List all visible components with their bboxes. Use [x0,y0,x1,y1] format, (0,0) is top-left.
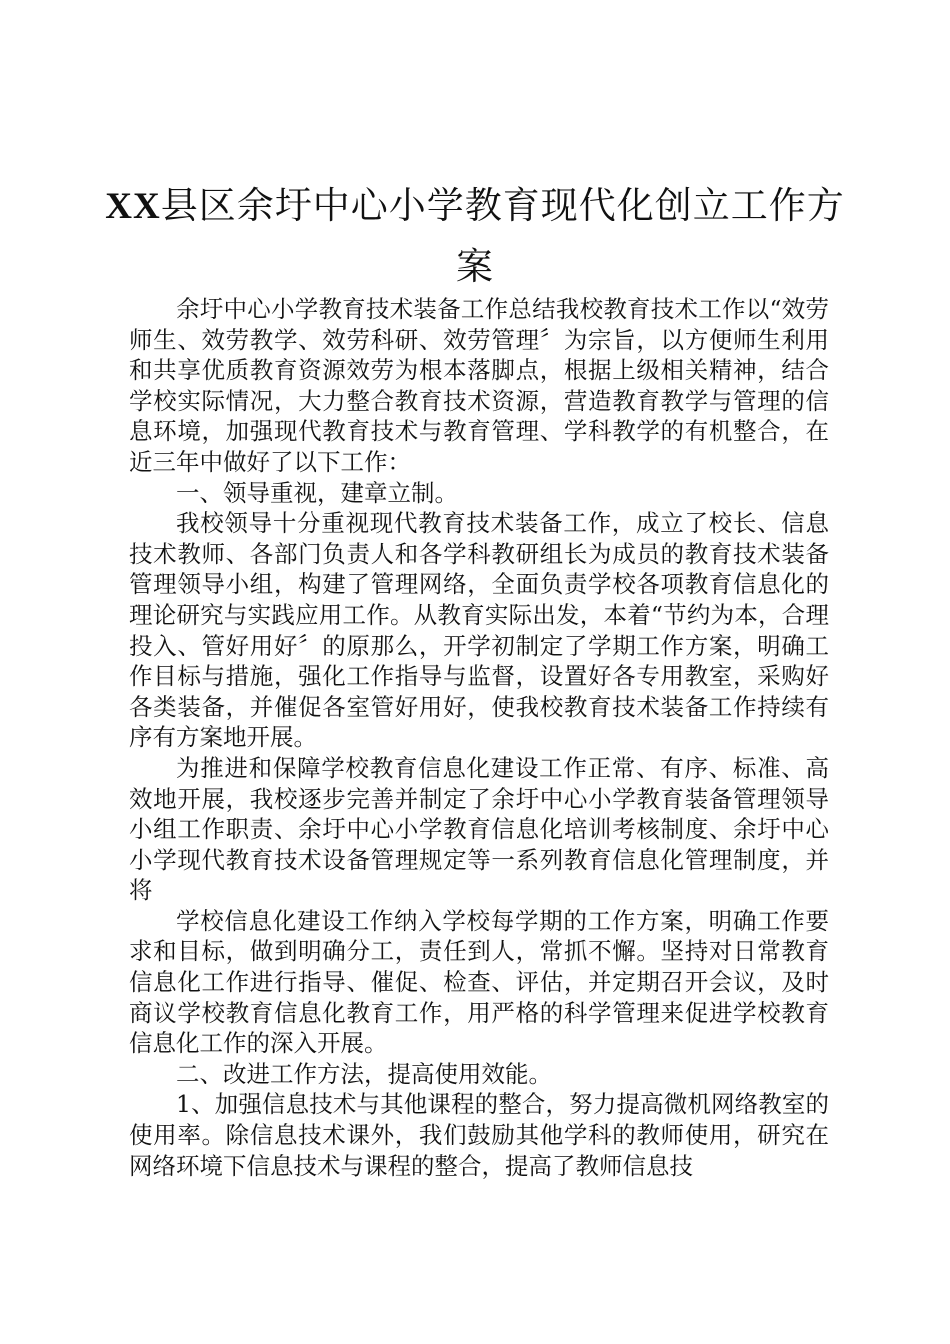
title-line-2: 案 [456,245,494,288]
paragraph: 我校领导十分重视现代教育技术装备工作，成立了校长、信息技术教师、各部门负责人和各学科教研组长为成员的教育技术装备管理领导小组，构建了管理网络，全面负责学校各项教育信息化的理论研究与实践应用工作。从教育实际出发，本着“节约为本，合理投入、管好用好〞的原那么，开学初制定了学期工作方案，明确工作目标与措施，强化工作指导与监督，设置好各专用教室，采购好各类装备，并催促各室管好用好，使我校教育技术装备工作持续有序有方案地开展。 [129,509,829,752]
section-heading-2: 二、改进工作方法，提高使用效能。 [176,1059,552,1088]
document-title [100,176,850,297]
paragraph: 学校信息化建设工作纳入学校每学期的工作方案，明确工作要求和目标，做到明确分工，责任到人，常抓不懈。坚持对日常教育信息化工作进行指导、催促、检查、评估，并定期召开会议，及时商议学校教育信息化教育工作，用严格的科学管理来促进学校教育信息化工作的深入开展。 [129,906,829,1058]
paragraph: 为推进和保障学校教育信息化建设工作正常、有序、标准、高效地开展，我校逐步完善并制定了余圩中心小学教育装备管理领导小组工作职责、余圩中心小学教育信息化培训考核制度、余圩中心小学现代教育技术设备管理规定等一系列教育信息化管理制度，并将 [129,753,829,905]
paragraph: 1、加强信息技术与其他课程的整合，努力提高微机网络教室的使用率。除信息技术课外，我们鼓励其他学科的教师使用，研究在网络环境下信息技术与课程的整合，提高了教师信息技 [129,1090,829,1180]
section-heading-1: 一、领导重视，建章立制。 [176,478,458,507]
title-line-1 [100,176,850,237]
paragraph-intro: 余圩中心小学教育技术装备工作总结我校教育技术工作以“效劳师生、效劳教学、效劳科研、效劳管理〞为宗旨，以方便师生利用和共享优质教育资源效劳为根本落脚点，根据上级相关精神，结合学校实际情况，大力整合教育技术资源，营造教育教学与管理的信息环境，加强现代教育技术与教育管理、学科教学的有机整合，在近三年中做好了以下工作： [129,295,829,476]
title-text: 县区余圩中心小学教育现代化创立工作方 [160,184,845,227]
document-body [129,294,829,1181]
title-prefix: XX [105,186,161,227]
